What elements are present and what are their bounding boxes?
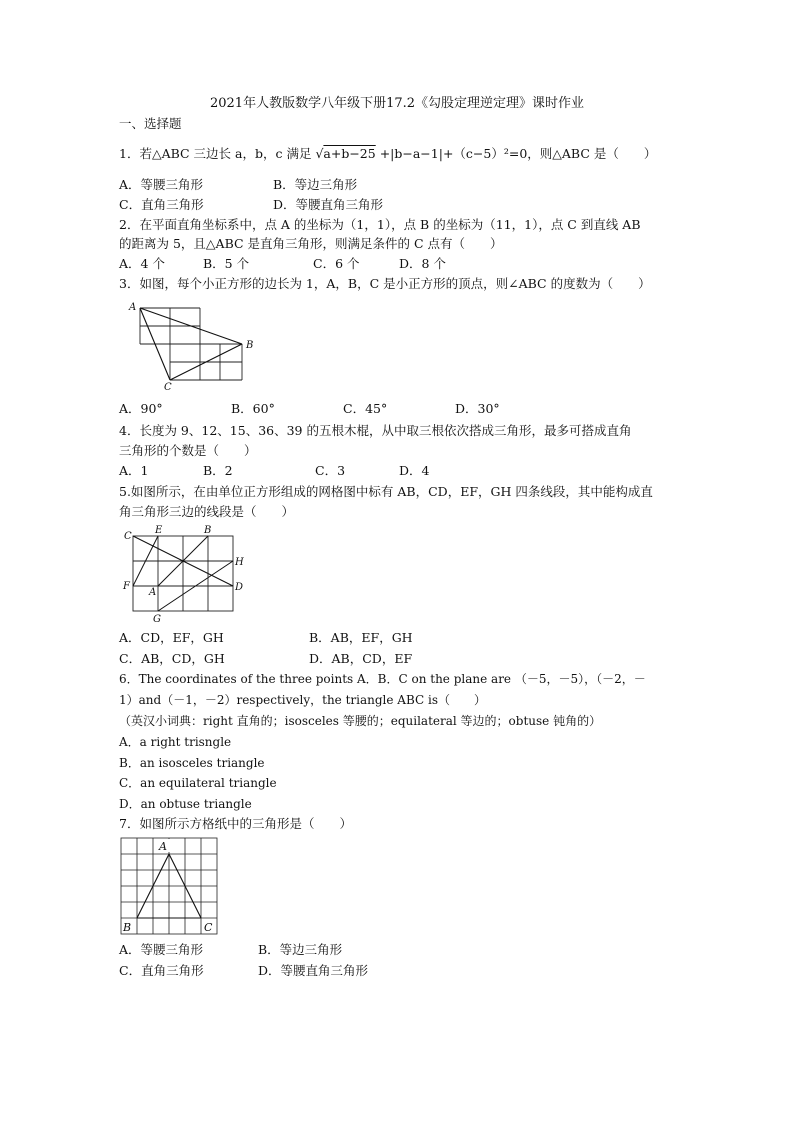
q3-stem: 3．如图，每个小正方形的边长为 1，A，B，C 是小正方形的顶点，则∠ABC 的度数为（ ）: [119, 276, 651, 291]
q4-option-c: C．3: [315, 463, 346, 478]
q5-stem-line1: 5.如图所示，在由单位正方形组成的网格图中标有 AB，CD，EF，GH 四条线段，其中能构成直: [119, 484, 653, 499]
q5-stem-line2: 角三角形三边的线段是（ ）: [119, 504, 295, 519]
q7-option-b: B．等边三角形: [258, 942, 343, 957]
q5-option-d: D．AB，CD，EF: [309, 651, 413, 666]
q5-label-b: B: [204, 525, 212, 536]
q7-option-c: C．直角三角形: [119, 963, 204, 978]
q6-option-b: B．an isosceles triangle: [119, 756, 265, 770]
q3-grid-figure: [124, 298, 269, 390]
q5-label-g: G: [153, 614, 161, 624]
q7-grid-figure: [119, 835, 221, 937]
q6-stem-line1: 6．The coordinates of the three points A．B．C on the plane are （－5，－5），（－2，－: [119, 672, 646, 686]
q6-option-a: A．a right trisngle: [119, 735, 232, 749]
q5-label-d: D: [235, 582, 244, 593]
q7-label-b: B: [123, 921, 132, 934]
q5-option-b: B．AB，EF，GH: [309, 630, 413, 645]
q7-option-d: D．等腰直角三角形: [258, 963, 369, 978]
sqrt-sign: √: [315, 146, 324, 161]
q3-label-a: A: [129, 302, 137, 313]
q5-label-h: H: [235, 557, 244, 568]
q2-stem-line2: 的距离为 5，且△ABC 是直角三角形，则满足条件的 C 点有（ ）: [119, 236, 503, 251]
page-title: 2021年人教版数学八年级下册17.2《勾股定理逆定理》课时作业: [209, 96, 585, 111]
q2-stem-line1: 2．在平面直角坐标系中，点 A 的坐标为（1，1），点 B 的坐标为（11，1），点 C 到直线 AB: [119, 217, 641, 232]
q5-label-a: A: [149, 587, 157, 598]
q6-glossary: （英汉小词典：right 直角的；isosceles 等腰的；equilateral 等边的；obtuse 钝角的）: [119, 714, 602, 728]
q3-option-c: C．45°: [343, 401, 388, 416]
q4-option-a: A．1: [119, 463, 149, 478]
q4-option-b: B．2: [203, 463, 233, 478]
q1-option-c: C．直角三角形: [119, 197, 204, 212]
q2-option-b: B．5 个: [203, 256, 250, 271]
q2-option-c: C．6 个: [313, 256, 360, 271]
q5-label-c: C: [124, 531, 132, 542]
q5-label-e: E: [155, 525, 163, 536]
q6-option-c: C．an equilateral triangle: [119, 776, 277, 790]
q7-stem: 7．如图所示方格纸中的三角形是（ ）: [119, 816, 352, 831]
q6-option-d: D．an obtuse triangle: [119, 797, 252, 811]
q2-option-d: D．8 个: [399, 256, 446, 271]
q1-stem-start: 1．若△ABC 三边长 a，b，c 满足: [119, 146, 316, 161]
q4-stem-line2: 三角形的个数是（ ）: [119, 443, 257, 458]
q5-option-c: C．AB，CD，GH: [119, 651, 225, 666]
q5-grid-svg: [118, 524, 254, 624]
q3-label-c: C: [164, 382, 172, 390]
q1-radical: a+b−25: [323, 146, 376, 161]
q5-grid-figure: [118, 524, 254, 624]
q7-label-c: C: [204, 921, 213, 934]
q7-grid-svg: [119, 835, 221, 937]
q7-option-a: A．等腰三角形: [119, 942, 204, 957]
q7-label-a: A: [159, 840, 167, 853]
q1-stem-end: +|b−a−1|+（c−5）²=0，则△ABC 是（ ）: [375, 146, 657, 161]
q1-option-a: A．等腰三角形: [119, 177, 204, 192]
q4-stem-line1: 4．长度为 9、12、15、36、39 的五根木棍，从中取三根依次搭成三角形，最多可搭成直角: [119, 423, 632, 438]
q3-grid-svg: [124, 298, 269, 390]
q2-option-a: A．4 个: [119, 256, 165, 271]
q3-option-d: D．30°: [455, 401, 500, 416]
q1-option-b: B．等边三角形: [273, 177, 358, 192]
question-1: [119, 146, 656, 162]
q3-option-a: A．90°: [119, 401, 163, 416]
q4-option-d: D．4: [399, 463, 430, 478]
q3-option-b: B．60°: [231, 401, 275, 416]
q1-option-d: D．等腰直角三角形: [273, 197, 384, 212]
q5-label-f: F: [123, 581, 130, 592]
q3-label-b: B: [246, 340, 254, 351]
section-heading: 一、选择题: [119, 116, 182, 131]
q5-option-a: A．CD，EF，GH: [119, 630, 224, 645]
q6-stem-line2: 1）and（－1，－2）respectively，the triangle ABC is（ ）: [119, 693, 487, 707]
